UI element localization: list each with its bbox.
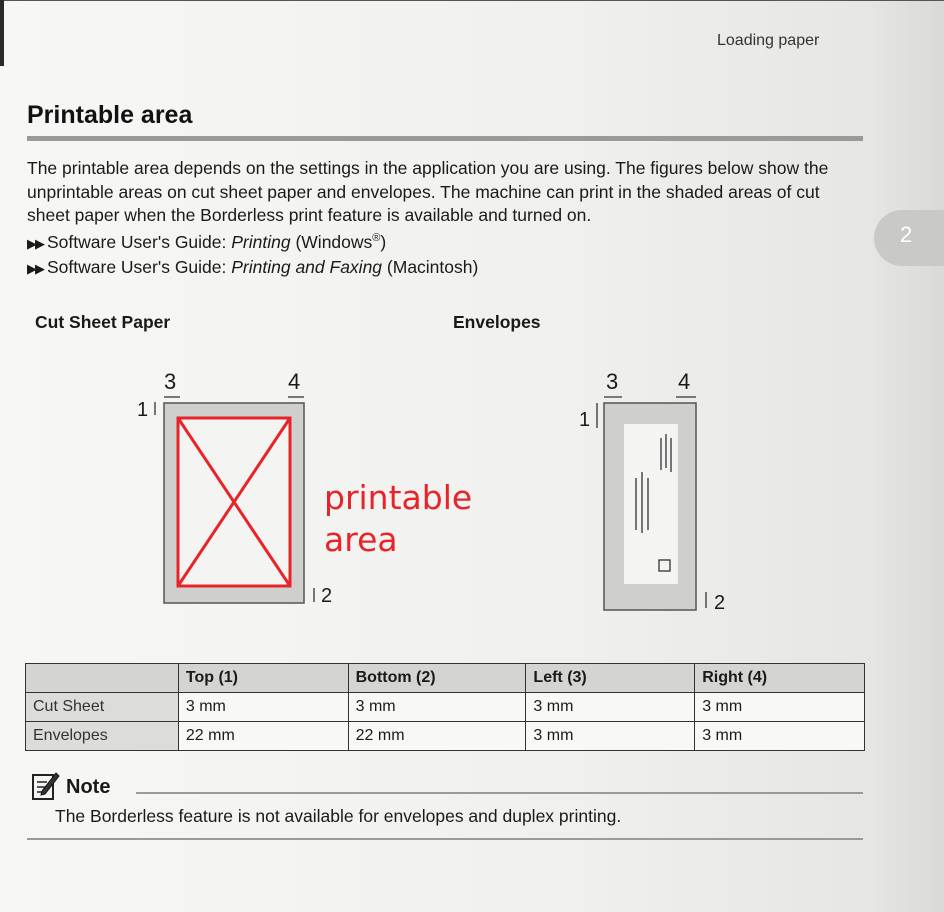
reference-title: Printing [231, 232, 291, 252]
intro-paragraph: The printable area depends on the settings in the application you are using. The figures below show the unprintable areas on cut sheet paper and envelopes. The machine can print in the shaded areas of cut sheet paper when the Borderless print feature is available and turned on. [27, 158, 829, 225]
annotation-line-1: printable [324, 478, 473, 517]
env-label-top: 1 [579, 409, 591, 431]
table-cell: 22 mm [348, 722, 526, 751]
row-label: Envelopes [26, 722, 179, 751]
envelopes-heading: Envelopes [453, 312, 541, 332]
table-cell: 3 mm [695, 693, 865, 722]
table-header-cell [26, 664, 179, 693]
table-cell: 22 mm [178, 722, 348, 751]
bottom-rule [27, 838, 863, 840]
note-label: Note [66, 776, 111, 798]
cut-sheet-heading: Cut Sheet Paper [35, 312, 171, 332]
row-label: Cut Sheet [26, 693, 179, 722]
table-header-cell: Left (3) [526, 664, 695, 693]
table-row [26, 722, 865, 751]
section-title: Printable area [27, 101, 193, 129]
reference-platform: (Macintosh) [382, 257, 479, 277]
cut-label-bottom: 2 [321, 585, 333, 607]
cut-label-right: 4 [288, 369, 301, 394]
reference-platform: (Windows [290, 232, 373, 252]
reference-prefix: Software User's Guide: [47, 232, 232, 252]
table-cell: 3 mm [178, 693, 348, 722]
table-cell: 3 mm [526, 693, 695, 722]
note-text: The Borderless feature is not available for envelopes and duplex printing. [55, 806, 622, 826]
annotation-line-2: area [324, 520, 398, 559]
cut-label-top: 1 [137, 399, 149, 421]
table-cell: 3 mm [526, 722, 695, 751]
cut-sheet-diagram [137, 369, 332, 607]
table-cell: 3 mm [348, 693, 526, 722]
env-label-left: 3 [606, 369, 619, 394]
env-label-bottom: 2 [714, 592, 726, 614]
running-header: Loading paper [717, 32, 820, 49]
reference-prefix: Software User's Guide: [47, 257, 232, 277]
table-header-cell: Right (4) [695, 664, 865, 693]
reference-close: ) [380, 232, 387, 252]
margin-table [25, 663, 865, 751]
envelope-diagram [579, 369, 725, 614]
double-arrow-icon: ▶▶ [27, 261, 43, 276]
double-arrow-icon: ▶▶ [27, 236, 43, 251]
reference-title: Printing and Faxing [231, 257, 383, 277]
registered-mark: ® [372, 232, 381, 245]
table-header-cell: Top (1) [178, 664, 348, 693]
env-label-right: 4 [678, 369, 691, 394]
table-header-row [26, 664, 865, 693]
note-rule [136, 792, 863, 794]
table-cell: 3 mm [695, 722, 865, 751]
cut-label-left: 3 [164, 369, 177, 394]
table-row [26, 693, 865, 722]
note-pencil-icon [30, 769, 60, 806]
chapter-number: 2 [900, 222, 913, 247]
table-header-cell: Bottom (2) [348, 664, 526, 693]
